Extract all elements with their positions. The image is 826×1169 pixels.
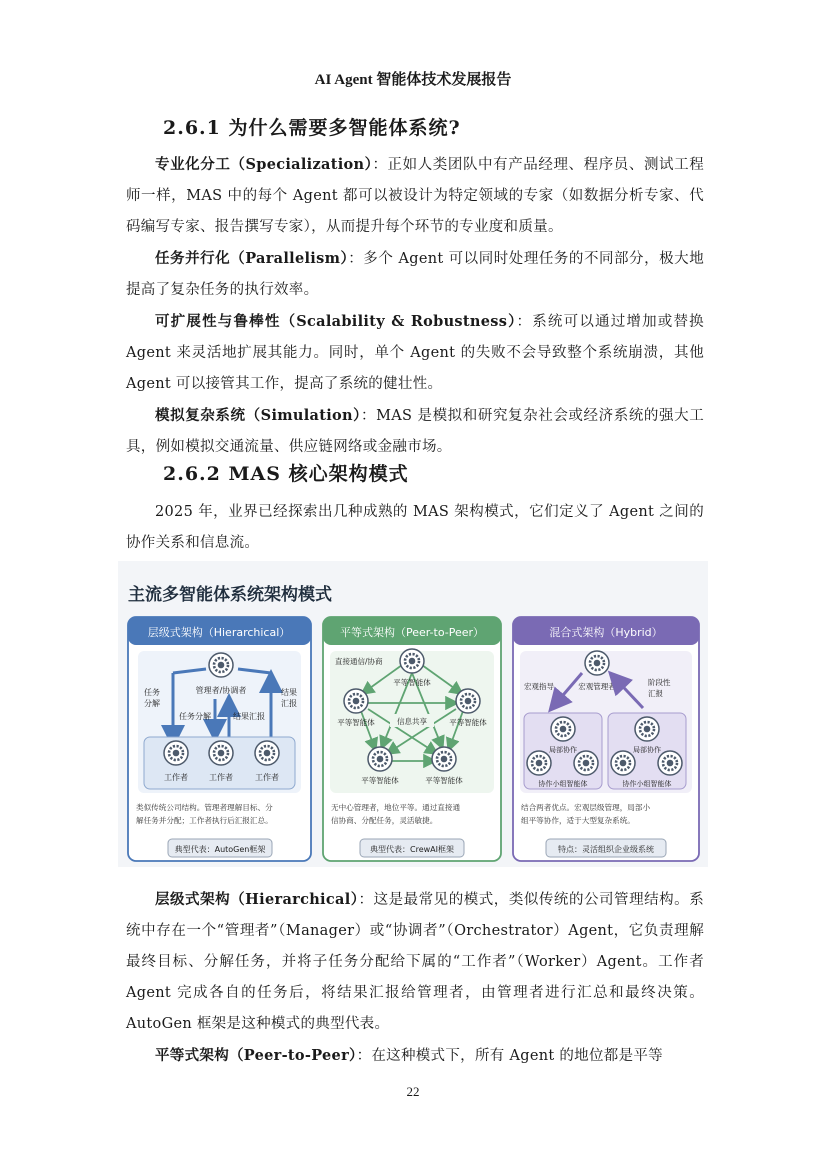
panel-hybrid <box>513 617 699 861</box>
group-agent-icon <box>658 751 682 775</box>
item-specialization <box>126 149 704 243</box>
manager-icon <box>209 653 233 677</box>
manager-label: 管理者/协调者 <box>195 686 247 695</box>
panel-desc: 解任务并分配；工作者执行后汇报汇总。 <box>136 816 273 825</box>
page-header: AI Agent 智能体技术发展报告 <box>314 72 512 88</box>
panel-footer: 特点：灵活组织企业级系统 <box>558 845 654 854</box>
item-text: ：MAS 是模拟和研究复杂社会或经济系统的强大工具，例如模拟交通流量、供应链网络或金融市场。 <box>126 408 705 455</box>
architecture-diagram <box>118 561 708 867</box>
group-agent-icon <box>574 751 598 775</box>
peer-agent-label: 平等智能体 <box>393 678 431 687</box>
panel-hierarchical <box>128 617 311 861</box>
panel-header: 层级式架构（Hierarchical） <box>147 626 291 639</box>
panel-header: 混合式架构（Hybrid） <box>549 626 663 639</box>
item-lead: 任务并行化（Parallelism） <box>155 250 349 267</box>
panel-desc: 组平等协作，适于大型复杂系统。 <box>521 816 635 825</box>
worker-label: 工作者 <box>209 773 233 782</box>
panel-footer: 典型代表：CrewAI框架 <box>370 845 454 854</box>
panel-header: 平等式架构（Peer-to-Peer） <box>339 626 485 639</box>
figure-title: 主流多智能体系统架构模式 <box>128 585 332 605</box>
p2p-text: ：在这种模式下，所有 Agent 的地位都是平等 <box>356 1048 663 1064</box>
item-text: ：系统可以通过增加或替换 Agent 来灵活地扩展其能力。同时，单个 Agent 的失败不会导致整个系统崩溃，其他 Agent 可以接管其工作，提高了系统的健壮性。 <box>126 314 704 392</box>
worker-label: 工作者 <box>164 773 188 782</box>
group-agent-icon <box>527 751 551 775</box>
peer-agent-label: 平等智能体 <box>425 776 463 785</box>
worker-icon <box>209 741 233 765</box>
hierarchical-lead: 层级式架构（Hierarchical） <box>155 891 359 908</box>
peer-agent-label: 平等智能体 <box>337 718 375 727</box>
intro-paragraph: 2025 年，业界已经探索出几种成熟的 MAS 架构模式，它们定义了 Agent 之间的协作关系和信息流。 <box>126 504 704 551</box>
panel-desc: 类似传统公司结构。管理者理解目标、分 <box>136 803 273 812</box>
p2p-lead: 平等式架构（Peer-to-Peer） <box>155 1047 357 1064</box>
group-agent-icon <box>551 717 575 741</box>
item-simulation <box>126 400 704 463</box>
peer-agent-label: 平等智能体 <box>361 776 399 785</box>
panel-desc: 无中心管理者，地位平等。通过直接通 <box>331 803 461 812</box>
right-label: 结果 <box>281 688 297 697</box>
item-lead: 模拟复杂系统（Simulation） <box>155 407 362 424</box>
phase-report-label: 汇报 <box>648 689 663 698</box>
section-261-body <box>126 149 704 463</box>
item-scalability <box>126 306 704 400</box>
panel-footer: 典型代表：AutoGen框架 <box>174 845 266 854</box>
architecture-figure <box>118 561 708 867</box>
item-text: ：多个 Agent 可以同时处理任务的不同部分，极大地提高了复杂任务的执行效率。 <box>126 251 704 298</box>
local-collab-label: 局部协作 <box>549 746 577 754</box>
item-lead: 可扩展性与鲁棒性（Scalability & Robustness） <box>155 313 517 330</box>
section-262-intro <box>126 497 704 559</box>
peer-agent-icon <box>432 747 456 771</box>
worker-icon <box>164 741 188 765</box>
group-label: 协作小组智能体 <box>622 780 672 788</box>
item-text: ：正如人类团队中有产品经理、程序员、测试工程师一样，MAS 中的每个 Agent 都可以被设计为特定领域的专家（如数据分析专家、代码编写专家、报告撰写专家），从而提升每个环节的专业度和质量。 <box>126 157 704 235</box>
p2p-paragraph <box>126 1040 704 1072</box>
split-label: 任务分解 <box>179 712 211 721</box>
panel-peer-to-peer <box>323 617 501 861</box>
right-label: 汇报 <box>281 699 297 708</box>
page-number: 22 <box>406 1084 420 1099</box>
panel-desc: 信协商、分配任务，灵活敏捷。 <box>331 816 438 825</box>
item-lead: 专业化分工（Specialization） <box>155 156 373 173</box>
report-label: 结果汇报 <box>233 712 265 721</box>
worker-label: 工作者 <box>255 773 279 782</box>
item-parallelism <box>126 243 704 306</box>
macro-manager-label: 宏观管理者 <box>578 682 616 691</box>
peer-agent-icon <box>344 689 368 713</box>
macro-manager-icon <box>585 651 609 675</box>
group-label: 协作小组智能体 <box>538 780 588 788</box>
left-label: 分解 <box>144 699 160 708</box>
peer-agent-label: 平等智能体 <box>449 718 487 727</box>
hierarchical-paragraph <box>126 884 704 1040</box>
macro-guide-label: 宏观指导 <box>524 682 554 691</box>
panel-desc: 结合两者优点。宏观层级管理，局部小 <box>521 803 651 812</box>
left-label: 任务 <box>144 688 160 697</box>
peer-agent-icon <box>400 649 424 673</box>
direct-comm-label: 直接通信/协商 <box>335 657 383 666</box>
phase-report-label: 阶段性 <box>648 678 671 687</box>
group-agent-icon <box>635 717 659 741</box>
section-261-title: 2.6.1 为什么需要多智能体系统? <box>163 117 461 139</box>
section-262-title: 2.6.2 MAS 核心架构模式 <box>163 463 409 485</box>
hierarchical-section <box>126 884 704 1072</box>
hierarchical-text: ：这是最常见的模式，类似传统的公司管理结构。系统中存在一个“管理者”（Manager）或“协调者”（Orchestrator）Agent，它负责理解最终目标、分解任务，并将子任务分配给下属的“工作者”（Worker）Agent。工作者 Agent 完成各自的任务后，将结果汇报给管理者，由管理者进行汇总和最终决策。AutoGen 框架是这种模式的典型代表。 <box>126 892 704 1032</box>
group-agent-icon <box>611 751 635 775</box>
local-collab-label: 局部协作 <box>633 746 661 754</box>
worker-icon <box>255 741 279 765</box>
info-share-label: 信息共享 <box>397 717 427 726</box>
peer-agent-icon <box>456 689 480 713</box>
peer-agent-icon <box>368 747 392 771</box>
